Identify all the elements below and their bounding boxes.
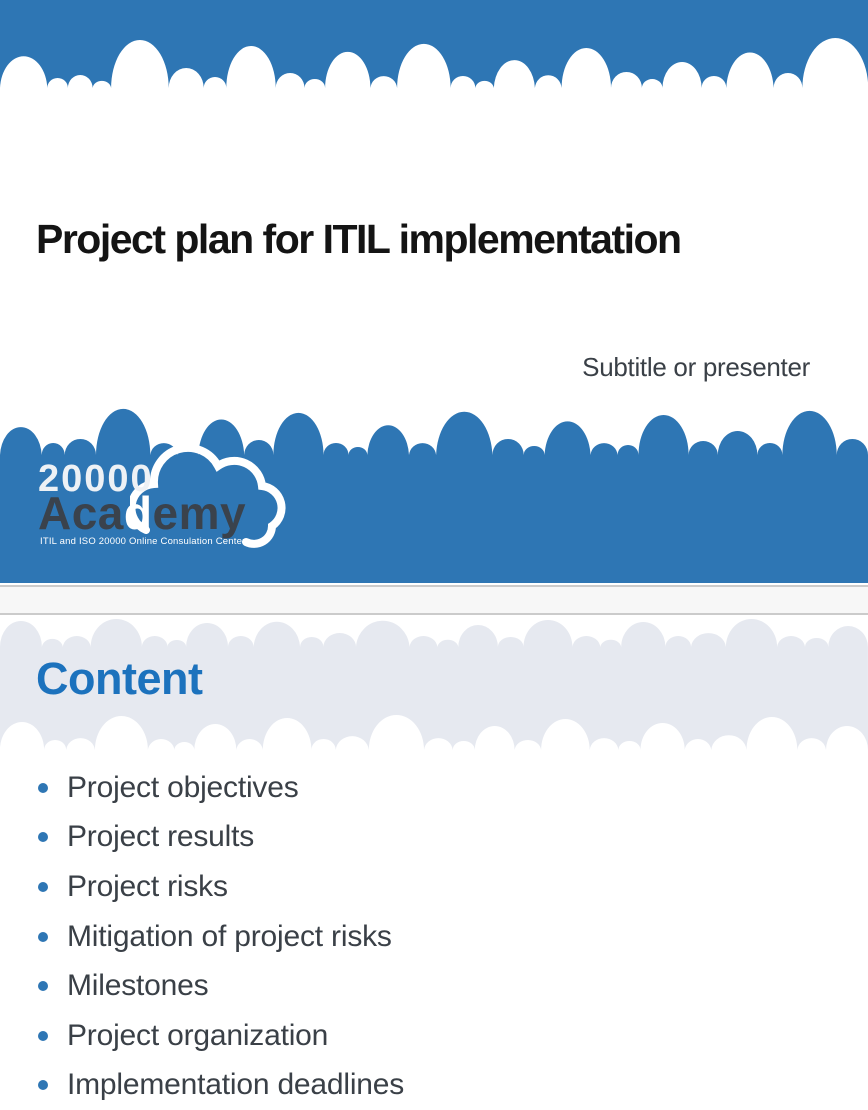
bullet-text: Project results xyxy=(67,820,255,854)
bullet-dot-icon xyxy=(38,882,48,892)
list-item xyxy=(0,1011,868,1061)
logo-academy-pre: Aca xyxy=(38,487,124,539)
bullet-dot-icon xyxy=(38,981,48,991)
logo-academy-d: d xyxy=(123,487,153,539)
bullet-dot-icon xyxy=(38,932,48,942)
list-item xyxy=(0,961,868,1011)
cloud-shape xyxy=(0,0,868,88)
slide-subtitle: Subtitle or presenter xyxy=(582,352,810,382)
cloud-band-top xyxy=(0,0,868,92)
cloud-edge-top-svg xyxy=(0,0,868,92)
slide-title: Project plan for ITIL implementation xyxy=(36,216,681,262)
cloud-shape xyxy=(0,409,868,583)
bullet-dot-icon xyxy=(38,1080,48,1090)
slide-gap xyxy=(0,585,868,615)
cloud-edge-footer-svg xyxy=(0,403,868,583)
bullet-text: Project objectives xyxy=(67,770,299,804)
bullet-text: Implementation deadlines xyxy=(67,1068,405,1102)
list-item xyxy=(0,763,868,813)
list-item xyxy=(0,912,868,962)
list-item xyxy=(0,813,868,863)
bullet-text: Milestones xyxy=(67,969,209,1003)
bullet-list xyxy=(0,763,868,1110)
list-item xyxy=(0,1061,868,1110)
list-item xyxy=(0,862,868,912)
bullet-dot-icon xyxy=(38,1031,48,1041)
logo-20000: 20000 xyxy=(38,458,154,500)
logo-academy-post: emy xyxy=(152,487,247,539)
logo-tagline: ITIL and ISO 20000 Online Consulation Center xyxy=(40,536,246,547)
bullet-text: Mitigation of project risks xyxy=(67,919,392,953)
section-heading: Content xyxy=(36,653,203,704)
bullet-dot-icon xyxy=(38,783,48,793)
bullet-text: Project risks xyxy=(67,869,228,903)
bullet-dot-icon xyxy=(38,832,48,842)
slide-2 xyxy=(0,617,868,1110)
bullet-text: Project organization xyxy=(67,1018,329,1052)
cloud-band-footer xyxy=(0,403,868,583)
